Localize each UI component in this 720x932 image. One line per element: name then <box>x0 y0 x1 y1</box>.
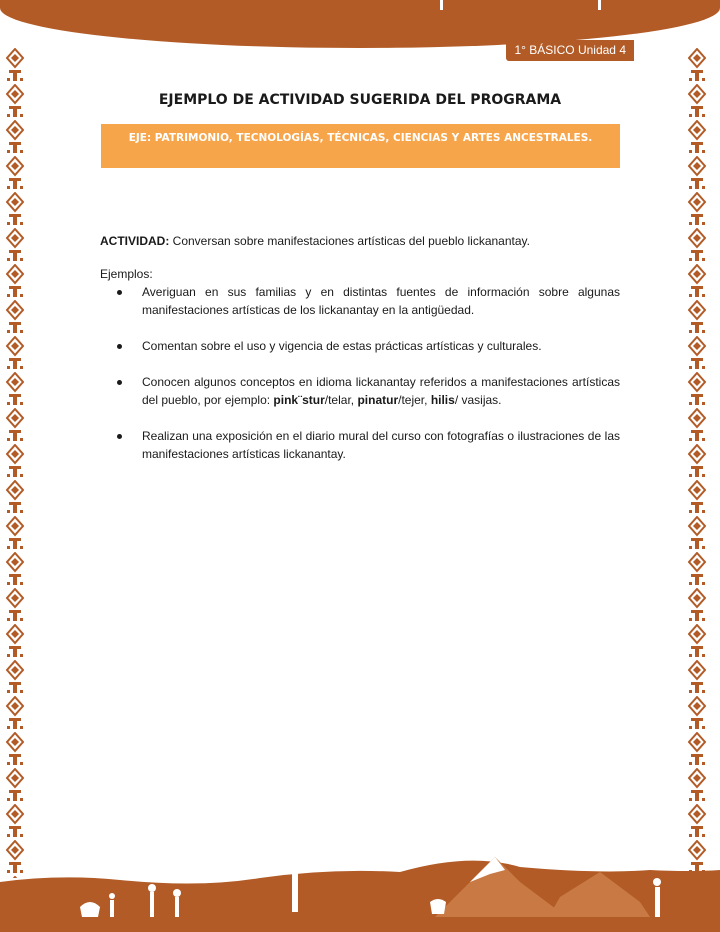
header-decor-mark <box>598 0 601 10</box>
activity-text: Conversan sobre manifestaciones artísticas del pueblo lickanantay. <box>169 234 530 248</box>
activity-content <box>100 232 620 463</box>
term-pinatur: pinatur <box>357 393 399 407</box>
activity-label: ACTIVIDAD: <box>100 234 170 248</box>
left-pattern-border <box>6 48 24 878</box>
list-item: Realizan una exposición en el diario mural del curso con fotografías o ilustraciones de las manifestaciones artísticas lickanantay. <box>100 427 620 463</box>
gloss-telar: /telar, <box>324 393 358 407</box>
unit-label: 1° BÁSICO Unidad 4 <box>506 40 634 61</box>
example-intro: Conocen algunos conceptos en idioma lickanantay referidos a manifestaciones artísticas del pueblo, por ejemplo: <box>142 375 620 407</box>
list-item <box>100 373 620 409</box>
page-title: EJEMPLO DE ACTIVIDAD SUGERIDA DEL PROGRAMA <box>158 92 562 108</box>
examples-label: Ejemplos: <box>100 267 153 281</box>
gloss-vasijas: / vasijas. <box>454 393 502 407</box>
activity-line <box>100 232 620 250</box>
list-item: Comentan sobre el uso y vigencia de estas prácticas artísticas y culturales. <box>100 337 620 355</box>
gloss-tejer: /tejer, <box>398 393 431 407</box>
right-pattern-border <box>688 48 706 878</box>
header-decor-mark <box>440 0 443 10</box>
term-hilis: hilis <box>430 393 455 407</box>
term-pinkstur: pink¨stur <box>273 393 325 407</box>
list-item: Averiguan en sus familias y en distintas fuentes de información sobre algunas manifestaciones artísticas de los lickanantay en la antigüedad. <box>100 283 620 319</box>
eje-banner: EJE: PATRIMONIO, TECNOLOGÍAS, TÉCNICAS, CIENCIAS Y ARTES ANCESTRALES. <box>101 124 620 168</box>
landscape-footer-illustration <box>0 812 720 932</box>
examples-list <box>100 283 620 463</box>
